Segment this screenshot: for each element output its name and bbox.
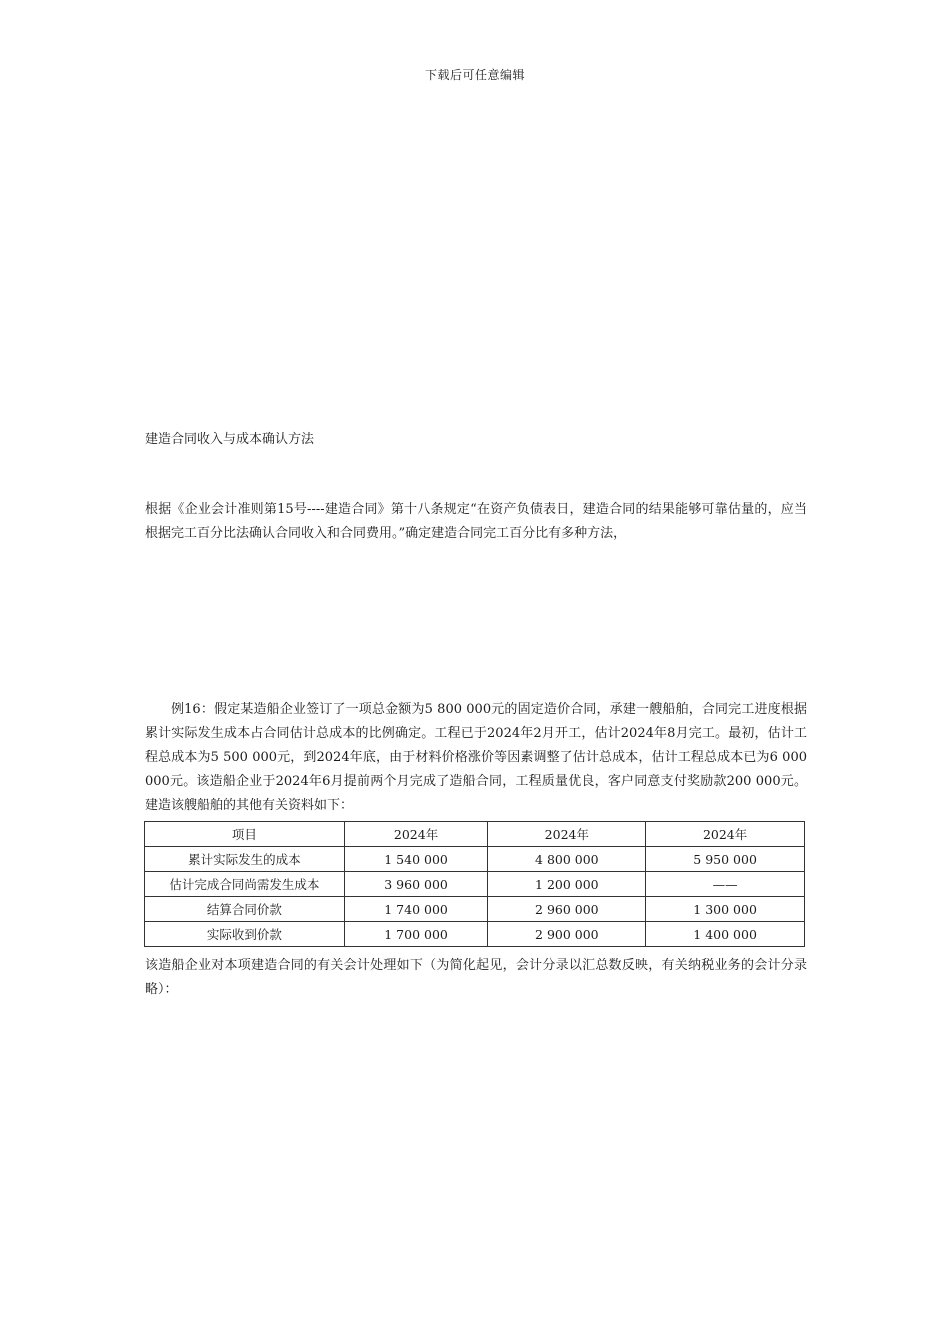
table-cell: 结算合同价款 — [145, 897, 345, 922]
table-cell: 3 960 000 — [344, 872, 488, 897]
document-title: 建造合同收入与成本确认方法 — [145, 432, 315, 447]
table-cell: 估计完成合同尚需发生成本 — [145, 872, 345, 897]
table-header-cell: 2024年 — [488, 822, 646, 847]
table-cell: 1 300 000 — [646, 897, 805, 922]
table-row — [145, 847, 805, 872]
table-header-cell: 2024年 — [344, 822, 488, 847]
table-header-cell: 项目 — [145, 822, 345, 847]
table-cell: 1 200 000 — [488, 872, 646, 897]
after-table-paragraph: 该造船企业对本项建造合同的有关会计处理如下（为简化起见，会计分录以汇总数反映，有关纳税业务的会计分录略）： — [145, 958, 807, 997]
table-cell: 1 540 000 — [344, 847, 488, 872]
table-cell: 1 400 000 — [646, 922, 805, 947]
table-cell: 2 960 000 — [488, 897, 646, 922]
example-paragraph: 例16：假定某造船企业签订了一项总金额为5 800 000元的固定造价合同，承建一艘船舶，合同完工进度根据累计实际发生成本占合同估计总成本的比例确定。工程已于2024年2月开工，估计2024年8月完工。最初，估计工程总成本为5 500 000元，到2024年底，由于材料价格涨价等因素调整了估计总成本，估计工程总成本已为6 000 000元。该造船企业于2024年6月提前两个月完成了造船合同，工程质量优良，客户同意支付奖励款200 000元。建造该艘船舶的其他有关资料如下： — [145, 702, 807, 813]
table-cell: 1 700 000 — [344, 922, 488, 947]
table-cell: 4 800 000 — [488, 847, 646, 872]
table-cell: 1 740 000 — [344, 897, 488, 922]
table-cell: 累计实际发生的成本 — [145, 847, 345, 872]
table-row — [145, 922, 805, 947]
table-row — [145, 897, 805, 922]
contract-data-table — [144, 821, 805, 947]
table-header-cell: 2024年 — [646, 822, 805, 847]
table-cell: —— — [646, 872, 805, 897]
table-cell: 2 900 000 — [488, 922, 646, 947]
table-header-row — [145, 822, 805, 847]
intro-paragraph: 根据《企业会计准则第15号----建造合同》第十八条规定“在资产负债表日，建造合同的结果能够可靠估量的，应当根据完工百分比法确认合同收入和合同费用。”确定建造合同完工百分比有多种方法， — [145, 502, 807, 541]
table-cell: 5 950 000 — [646, 847, 805, 872]
header-note: 下载后可任意编辑 — [424, 68, 525, 82]
table-cell: 实际收到价款 — [145, 922, 345, 947]
table-row — [145, 872, 805, 897]
